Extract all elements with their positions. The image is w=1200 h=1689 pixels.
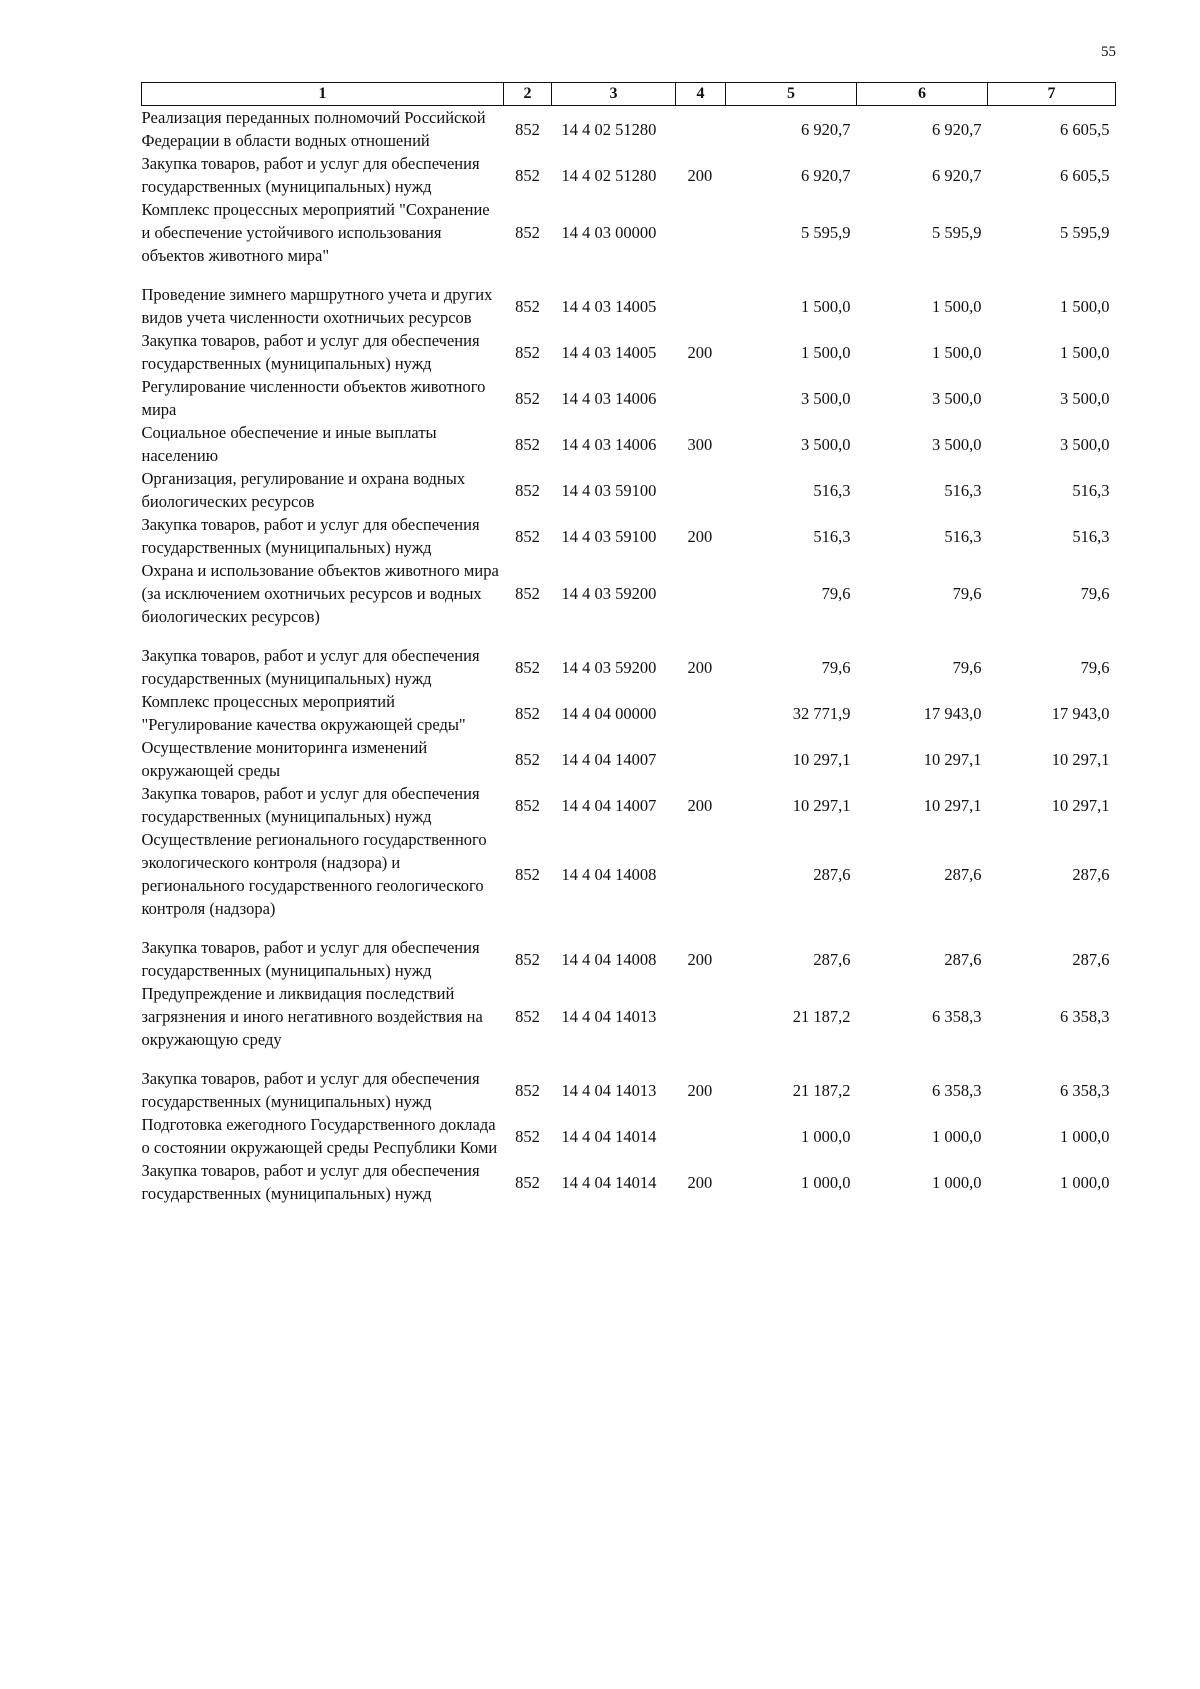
row-amount-year3-cell: 10 297,1 xyxy=(1051,795,1110,815)
row-gr-cell: 852 xyxy=(515,703,540,723)
row-amount-year3-cell: 516,3 xyxy=(1072,526,1110,546)
table-header-row xyxy=(142,83,1116,106)
row-vr-cell xyxy=(676,283,726,329)
row-amount-year1-cell: 79,6 xyxy=(821,657,851,677)
row-amount-year3-cell: 1 500,0 xyxy=(1060,296,1110,316)
row-amount-year3-cell: 6 605,5 xyxy=(1060,119,1110,139)
row-vr-cell xyxy=(676,690,726,736)
row-name-cell: Подготовка ежегодного Государственного доклада о состоянии окружающей среды Республики Коми xyxy=(141,1115,498,1157)
row-vr-cell xyxy=(676,1113,726,1159)
row-gr-cell: 852 xyxy=(515,1080,540,1100)
row-amount-year1-cell: 10 297,1 xyxy=(792,749,851,769)
row-csr-cell: 14 4 03 14006 xyxy=(561,388,657,408)
row-gr-cell: 852 xyxy=(515,165,540,185)
row-amount-year2-cell: 79,6 xyxy=(952,657,982,677)
row-name-cell: Комплекс процессных мероприятий "Сохранение и обеспечение устойчивого использования объектов животного мира" xyxy=(141,200,490,265)
row-csr-cell: 14 4 03 14005 xyxy=(561,342,657,362)
row-amount-year3-cell: 287,6 xyxy=(1072,864,1110,884)
row-amount-year1-cell: 516,3 xyxy=(813,526,851,546)
table-row xyxy=(142,828,1116,936)
row-name-cell: Проведение зимнего маршрутного учета и других видов учета численности охотничьих ресурсов xyxy=(141,285,493,327)
row-vr-cell xyxy=(676,106,726,153)
row-amount-year1-cell: 1 000,0 xyxy=(801,1126,851,1146)
row-csr-cell: 14 4 04 14014 xyxy=(561,1126,657,1146)
column-header-6: 6 xyxy=(857,83,988,106)
row-amount-year2-cell: 1 500,0 xyxy=(932,342,982,362)
table-row xyxy=(142,982,1116,1067)
row-name-cell: Закупка товаров, работ и услуг для обеспечения государственных (муниципальных) нужд xyxy=(141,646,480,688)
page-number: 55 xyxy=(1101,44,1116,60)
row-amount-year2-cell: 3 500,0 xyxy=(932,388,982,408)
row-vr-cell xyxy=(676,982,726,1067)
row-amount-year2-cell: 1 000,0 xyxy=(932,1126,982,1146)
row-amount-year1-cell: 6 920,7 xyxy=(801,119,851,139)
row-name-cell: Закупка товаров, работ и услуг для обеспечения государственных (муниципальных) нужд xyxy=(141,1069,480,1111)
row-amount-year3-cell: 1 500,0 xyxy=(1060,342,1110,362)
row-amount-year1-cell: 516,3 xyxy=(813,480,851,500)
row-gr-cell: 852 xyxy=(515,795,540,815)
row-name-cell: Комплекс процессных мероприятий "Регулирование качества окружающей среды" xyxy=(141,692,466,734)
column-header-4: 4 xyxy=(676,83,726,106)
row-amount-year3-cell: 1 000,0 xyxy=(1060,1126,1110,1146)
row-vr-cell: 200 xyxy=(687,165,713,185)
row-amount-year2-cell: 287,6 xyxy=(944,949,982,969)
row-amount-year1-cell: 6 920,7 xyxy=(801,165,851,185)
row-name-cell: Закупка товаров, работ и услуг для обеспечения государственных (муниципальных) нужд xyxy=(141,331,480,373)
row-amount-year2-cell: 6 358,3 xyxy=(932,1007,982,1026)
row-amount-year1-cell: 32 771,9 xyxy=(792,703,851,723)
table-row xyxy=(142,690,1116,736)
row-gr-cell: 852 xyxy=(515,1007,540,1026)
row-csr-cell: 14 4 04 14013 xyxy=(561,1007,657,1026)
row-amount-year1-cell: 5 595,9 xyxy=(801,223,851,242)
row-amount-year1-cell: 10 297,1 xyxy=(792,795,851,815)
column-header-1: 1 xyxy=(142,83,504,106)
row-vr-cell xyxy=(676,198,726,283)
row-amount-year3-cell: 5 595,9 xyxy=(1060,223,1110,242)
row-name-cell: Закупка товаров, работ и услуг для обеспечения государственных (муниципальных) нужд xyxy=(141,938,480,980)
row-amount-year1-cell: 3 500,0 xyxy=(801,434,851,454)
row-name-cell: Осуществление мониторинга изменений окружающей среды xyxy=(141,738,428,780)
row-vr-cell xyxy=(676,375,726,421)
row-gr-cell: 852 xyxy=(515,388,540,408)
table-row xyxy=(142,283,1116,329)
row-amount-year2-cell: 10 297,1 xyxy=(923,795,982,815)
row-gr-cell: 852 xyxy=(515,119,540,139)
row-amount-year1-cell: 3 500,0 xyxy=(801,388,851,408)
row-csr-cell: 14 4 03 59100 xyxy=(561,480,657,500)
row-amount-year3-cell: 6 358,3 xyxy=(1060,1080,1110,1100)
column-header-3: 3 xyxy=(552,83,676,106)
row-csr-cell: 14 4 04 14007 xyxy=(561,795,657,815)
row-amount-year3-cell: 3 500,0 xyxy=(1060,434,1110,454)
row-vr-cell: 200 xyxy=(687,657,713,677)
row-amount-year2-cell: 79,6 xyxy=(952,584,982,603)
row-amount-year2-cell: 10 297,1 xyxy=(923,749,982,769)
row-gr-cell: 852 xyxy=(515,480,540,500)
row-name-cell: Охрана и использование объектов животного мира (за исключением охотничьих ресурсов и водных биологических ресурсов) xyxy=(141,561,499,626)
row-amount-year2-cell: 1 000,0 xyxy=(932,1172,982,1192)
row-gr-cell: 852 xyxy=(515,296,540,316)
row-amount-year1-cell: 1 000,0 xyxy=(801,1172,851,1192)
row-gr-cell: 852 xyxy=(515,864,540,884)
table-row xyxy=(142,559,1116,644)
table-row xyxy=(142,467,1116,513)
row-vr-cell: 200 xyxy=(687,949,713,969)
row-csr-cell: 14 4 03 59100 xyxy=(561,526,657,546)
row-name-cell: Организация, регулирование и охрана водных биологических ресурсов xyxy=(141,469,466,511)
row-amount-year3-cell: 6 605,5 xyxy=(1060,165,1110,185)
row-amount-year2-cell: 6 358,3 xyxy=(932,1080,982,1100)
row-vr-cell: 200 xyxy=(687,526,713,546)
table-row xyxy=(142,513,1116,559)
row-csr-cell: 14 4 03 00000 xyxy=(561,223,657,242)
table-row xyxy=(142,1067,1116,1113)
row-csr-cell: 14 4 03 59200 xyxy=(561,584,657,603)
row-vr-cell: 300 xyxy=(687,434,713,454)
row-name-cell: Закупка товаров, работ и услуг для обеспечения государственных (муниципальных) нужд xyxy=(141,1161,480,1203)
table-row xyxy=(142,1159,1116,1205)
row-amount-year1-cell: 287,6 xyxy=(813,864,851,884)
row-csr-cell: 14 4 02 51280 xyxy=(561,165,657,185)
table-row xyxy=(142,936,1116,982)
row-name-cell: Социальное обеспечение и иные выплаты населению xyxy=(141,423,437,465)
row-amount-year1-cell: 21 187,2 xyxy=(792,1080,851,1100)
row-amount-year1-cell: 287,6 xyxy=(813,949,851,969)
budget-table xyxy=(141,82,1116,1205)
row-amount-year3-cell: 6 358,3 xyxy=(1060,1007,1110,1026)
row-vr-cell xyxy=(676,559,726,644)
table-row xyxy=(142,375,1116,421)
row-amount-year3-cell: 516,3 xyxy=(1072,480,1110,500)
row-gr-cell: 852 xyxy=(515,949,540,969)
row-amount-year3-cell: 3 500,0 xyxy=(1060,388,1110,408)
row-amount-year3-cell: 10 297,1 xyxy=(1051,749,1110,769)
column-header-5: 5 xyxy=(726,83,857,106)
row-amount-year2-cell: 5 595,9 xyxy=(932,223,982,242)
row-csr-cell: 14 4 03 14006 xyxy=(561,434,657,454)
row-csr-cell: 14 4 04 14008 xyxy=(561,949,657,969)
table-row xyxy=(142,106,1116,153)
row-csr-cell: 14 4 02 51280 xyxy=(561,119,657,139)
row-gr-cell: 852 xyxy=(515,1172,540,1192)
row-amount-year3-cell: 17 943,0 xyxy=(1051,703,1110,723)
row-gr-cell: 852 xyxy=(515,342,540,362)
row-amount-year2-cell: 287,6 xyxy=(944,864,982,884)
row-vr-cell: 200 xyxy=(687,795,713,815)
row-csr-cell: 14 4 04 14008 xyxy=(561,864,657,884)
table-body xyxy=(142,106,1116,1206)
row-amount-year3-cell: 79,6 xyxy=(1080,657,1110,677)
table-row xyxy=(142,736,1116,782)
row-amount-year2-cell: 1 500,0 xyxy=(932,296,982,316)
row-amount-year3-cell: 79,6 xyxy=(1080,584,1110,603)
row-name-cell: Закупка товаров, работ и услуг для обеспечения государственных (муниципальных) нужд xyxy=(141,515,480,557)
row-amount-year2-cell: 3 500,0 xyxy=(932,434,982,454)
row-amount-year2-cell: 17 943,0 xyxy=(923,703,982,723)
table-row xyxy=(142,782,1116,828)
row-vr-cell xyxy=(676,828,726,936)
row-name-cell: Регулирование численности объектов животного мира xyxy=(141,377,486,419)
row-name-cell: Реализация переданных полномочий Российской Федерации в области водных отношений xyxy=(141,108,486,150)
row-csr-cell: 14 4 04 14013 xyxy=(561,1080,657,1100)
table-row xyxy=(142,1113,1116,1159)
row-gr-cell: 852 xyxy=(515,657,540,677)
table-row xyxy=(142,329,1116,375)
row-amount-year1-cell: 1 500,0 xyxy=(801,342,851,362)
row-amount-year2-cell: 6 920,7 xyxy=(932,165,982,185)
row-amount-year3-cell: 1 000,0 xyxy=(1060,1172,1110,1192)
row-csr-cell: 14 4 03 59200 xyxy=(561,657,657,677)
row-csr-cell: 14 4 03 14005 xyxy=(561,296,657,316)
row-amount-year2-cell: 516,3 xyxy=(944,480,982,500)
row-gr-cell: 852 xyxy=(515,1126,540,1146)
table-row xyxy=(142,421,1116,467)
table-row xyxy=(142,644,1116,690)
row-vr-cell xyxy=(676,736,726,782)
row-vr-cell xyxy=(676,467,726,513)
row-gr-cell: 852 xyxy=(515,749,540,769)
row-name-cell: Предупреждение и ликвидация последствий загрязнения и иного негативного воздействия на окружающую среду xyxy=(141,984,483,1049)
row-csr-cell: 14 4 04 00000 xyxy=(561,703,657,723)
row-name-cell: Закупка товаров, работ и услуг для обеспечения государственных (муниципальных) нужд xyxy=(141,154,480,196)
row-gr-cell: 852 xyxy=(515,584,540,603)
row-amount-year1-cell: 79,6 xyxy=(821,584,851,603)
row-csr-cell: 14 4 04 14014 xyxy=(561,1172,657,1192)
row-amount-year1-cell: 21 187,2 xyxy=(792,1007,851,1026)
row-gr-cell: 852 xyxy=(515,223,540,242)
row-amount-year3-cell: 287,6 xyxy=(1072,949,1110,969)
row-vr-cell: 200 xyxy=(687,1080,713,1100)
row-vr-cell: 200 xyxy=(687,342,713,362)
row-name-cell: Закупка товаров, работ и услуг для обеспечения государственных (муниципальных) нужд xyxy=(141,784,480,826)
row-amount-year2-cell: 516,3 xyxy=(944,526,982,546)
column-header-2: 2 xyxy=(504,83,552,106)
row-amount-year2-cell: 6 920,7 xyxy=(932,119,982,139)
table-row xyxy=(142,152,1116,198)
row-vr-cell: 200 xyxy=(687,1172,713,1192)
row-gr-cell: 852 xyxy=(515,526,540,546)
row-amount-year1-cell: 1 500,0 xyxy=(801,296,851,316)
row-gr-cell: 852 xyxy=(515,434,540,454)
row-csr-cell: 14 4 04 14007 xyxy=(561,749,657,769)
row-name-cell: Осуществление регионального государственного экологического контроля (надзора) и регионального государственного геологического контроля (надзора) xyxy=(141,830,487,918)
table-row xyxy=(142,198,1116,283)
column-header-7: 7 xyxy=(988,83,1116,106)
